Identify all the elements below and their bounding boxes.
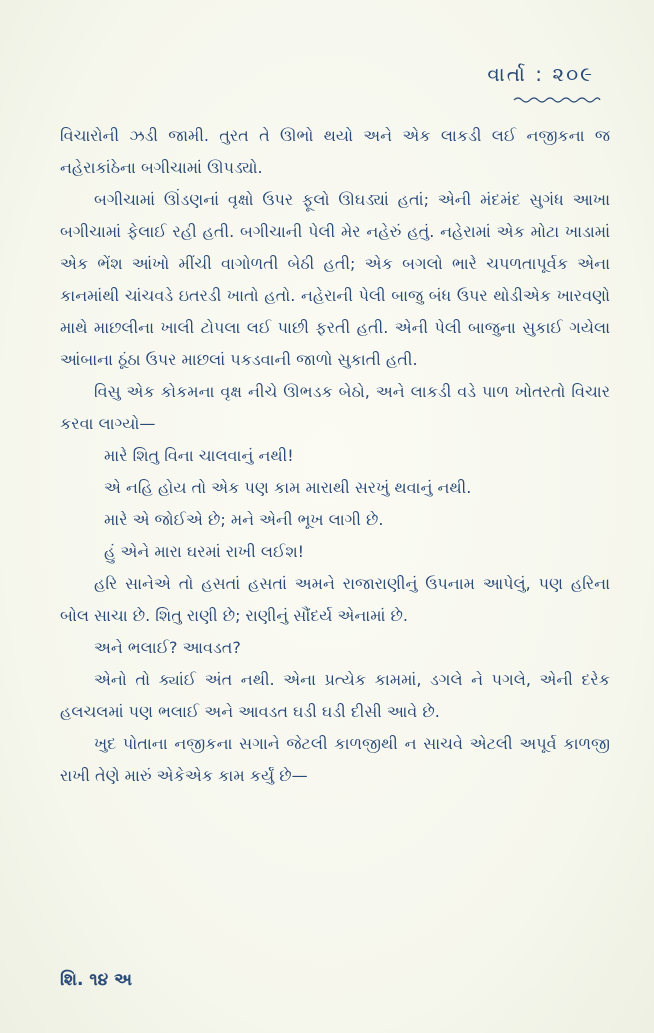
- paragraph: બગીચામાં ઊંડણનાં વૃક્ષો ઉપર ફૂલો ઊઘડ્યાં હતાં; એની મંદમંદ સુગંધ આખા બગીચામાં ફેલાઈ રહી હતી. બગીચાની પેલી મેર નહેરું હતું. નહેરામાં એક મોટા ખાડામાં એક ભેંશ આંખો મીંચી વાગોળતી બેઠી હતી; એક બગલો ભારે ચપળતાપૂર્વક એના કાનમાંથી ચાંચવડે ઇતરડી ખાતો હતો. નહેરાની પેલી બાજુ બંધ ઉપર થોડીએક ખારવણો માથે માછલીના ખાલી ટોપલા લઈ પાછી ફરતી હતી. એની પેલી બાજુના સુકાઈ ગયેલા આંબાના ઠૂંઠા ઉપર માછલાં પકડવાની જાળો સુકાતી હતી.: [60, 190, 610, 369]
- page-header: વાર્તા : ૨૦૯: [487, 62, 594, 86]
- paragraph: એનો તો ક્યાંઈ અંત નથી. એના પ્રત્યેક કામમાં, ડગલે ને પગલે, એની દરેક હલચલમાં પણ ભલાઈ અને આવડત ઘડી ઘડી દીસી આવે છે.: [60, 670, 610, 721]
- verse-line: મારે શિતુ વિના ચાલવાનું નથી!: [104, 446, 294, 465]
- verse-line: એ નહિ હોય તો એક પણ કામ મારાથી સરખું થવાનું નથી.: [104, 478, 472, 497]
- paragraph: વિચારોની ઝડી જામી. તુરત તે ઊભો થયો અને એક લાકડી લઈ નજીકના જ નહેરાકાંઠેના બગીચામાં ઊપડ્યો.: [60, 126, 610, 177]
- paragraph: અને ભલાઈ? આવડત?: [94, 638, 241, 657]
- body-text: [60, 120, 610, 792]
- paragraph: હરિ સાનેએ તો હસતાં હસતાં અમને રાજારાણીનું ઉપનામ આપેલું, પણ હરિના બોલ સાચા છે. શિતુ રાણી છે; રાણીનું સૌંદર્ય એનામાં છે.: [60, 574, 610, 625]
- verse-line: મારે એ જોઈએ છે; મને એની ભૂખ લાગી છે.: [104, 510, 384, 529]
- verse-line: હું એને મારા ઘરમાં રાખી લઈશ!: [104, 542, 305, 561]
- signature-mark: શિ. ૧૪ અ: [60, 970, 133, 990]
- paragraph: વિસુ એક કોકમના વૃક્ષ નીચે ઊભડક બેઠો, અને લાકડી વડે પાળ ખોતરતો વિચાર કરવા લાગ્યો—: [60, 382, 610, 433]
- paragraph: ખુદ પોતાના નજીકના સગાને જેટલી કાળજીથી ન સાચવે એટલી અપૂર્વ કાળજી રાખી તેણે મારું એકેએક કામ કર્યું છે—: [60, 734, 610, 785]
- header-wavy-rule: [512, 96, 602, 104]
